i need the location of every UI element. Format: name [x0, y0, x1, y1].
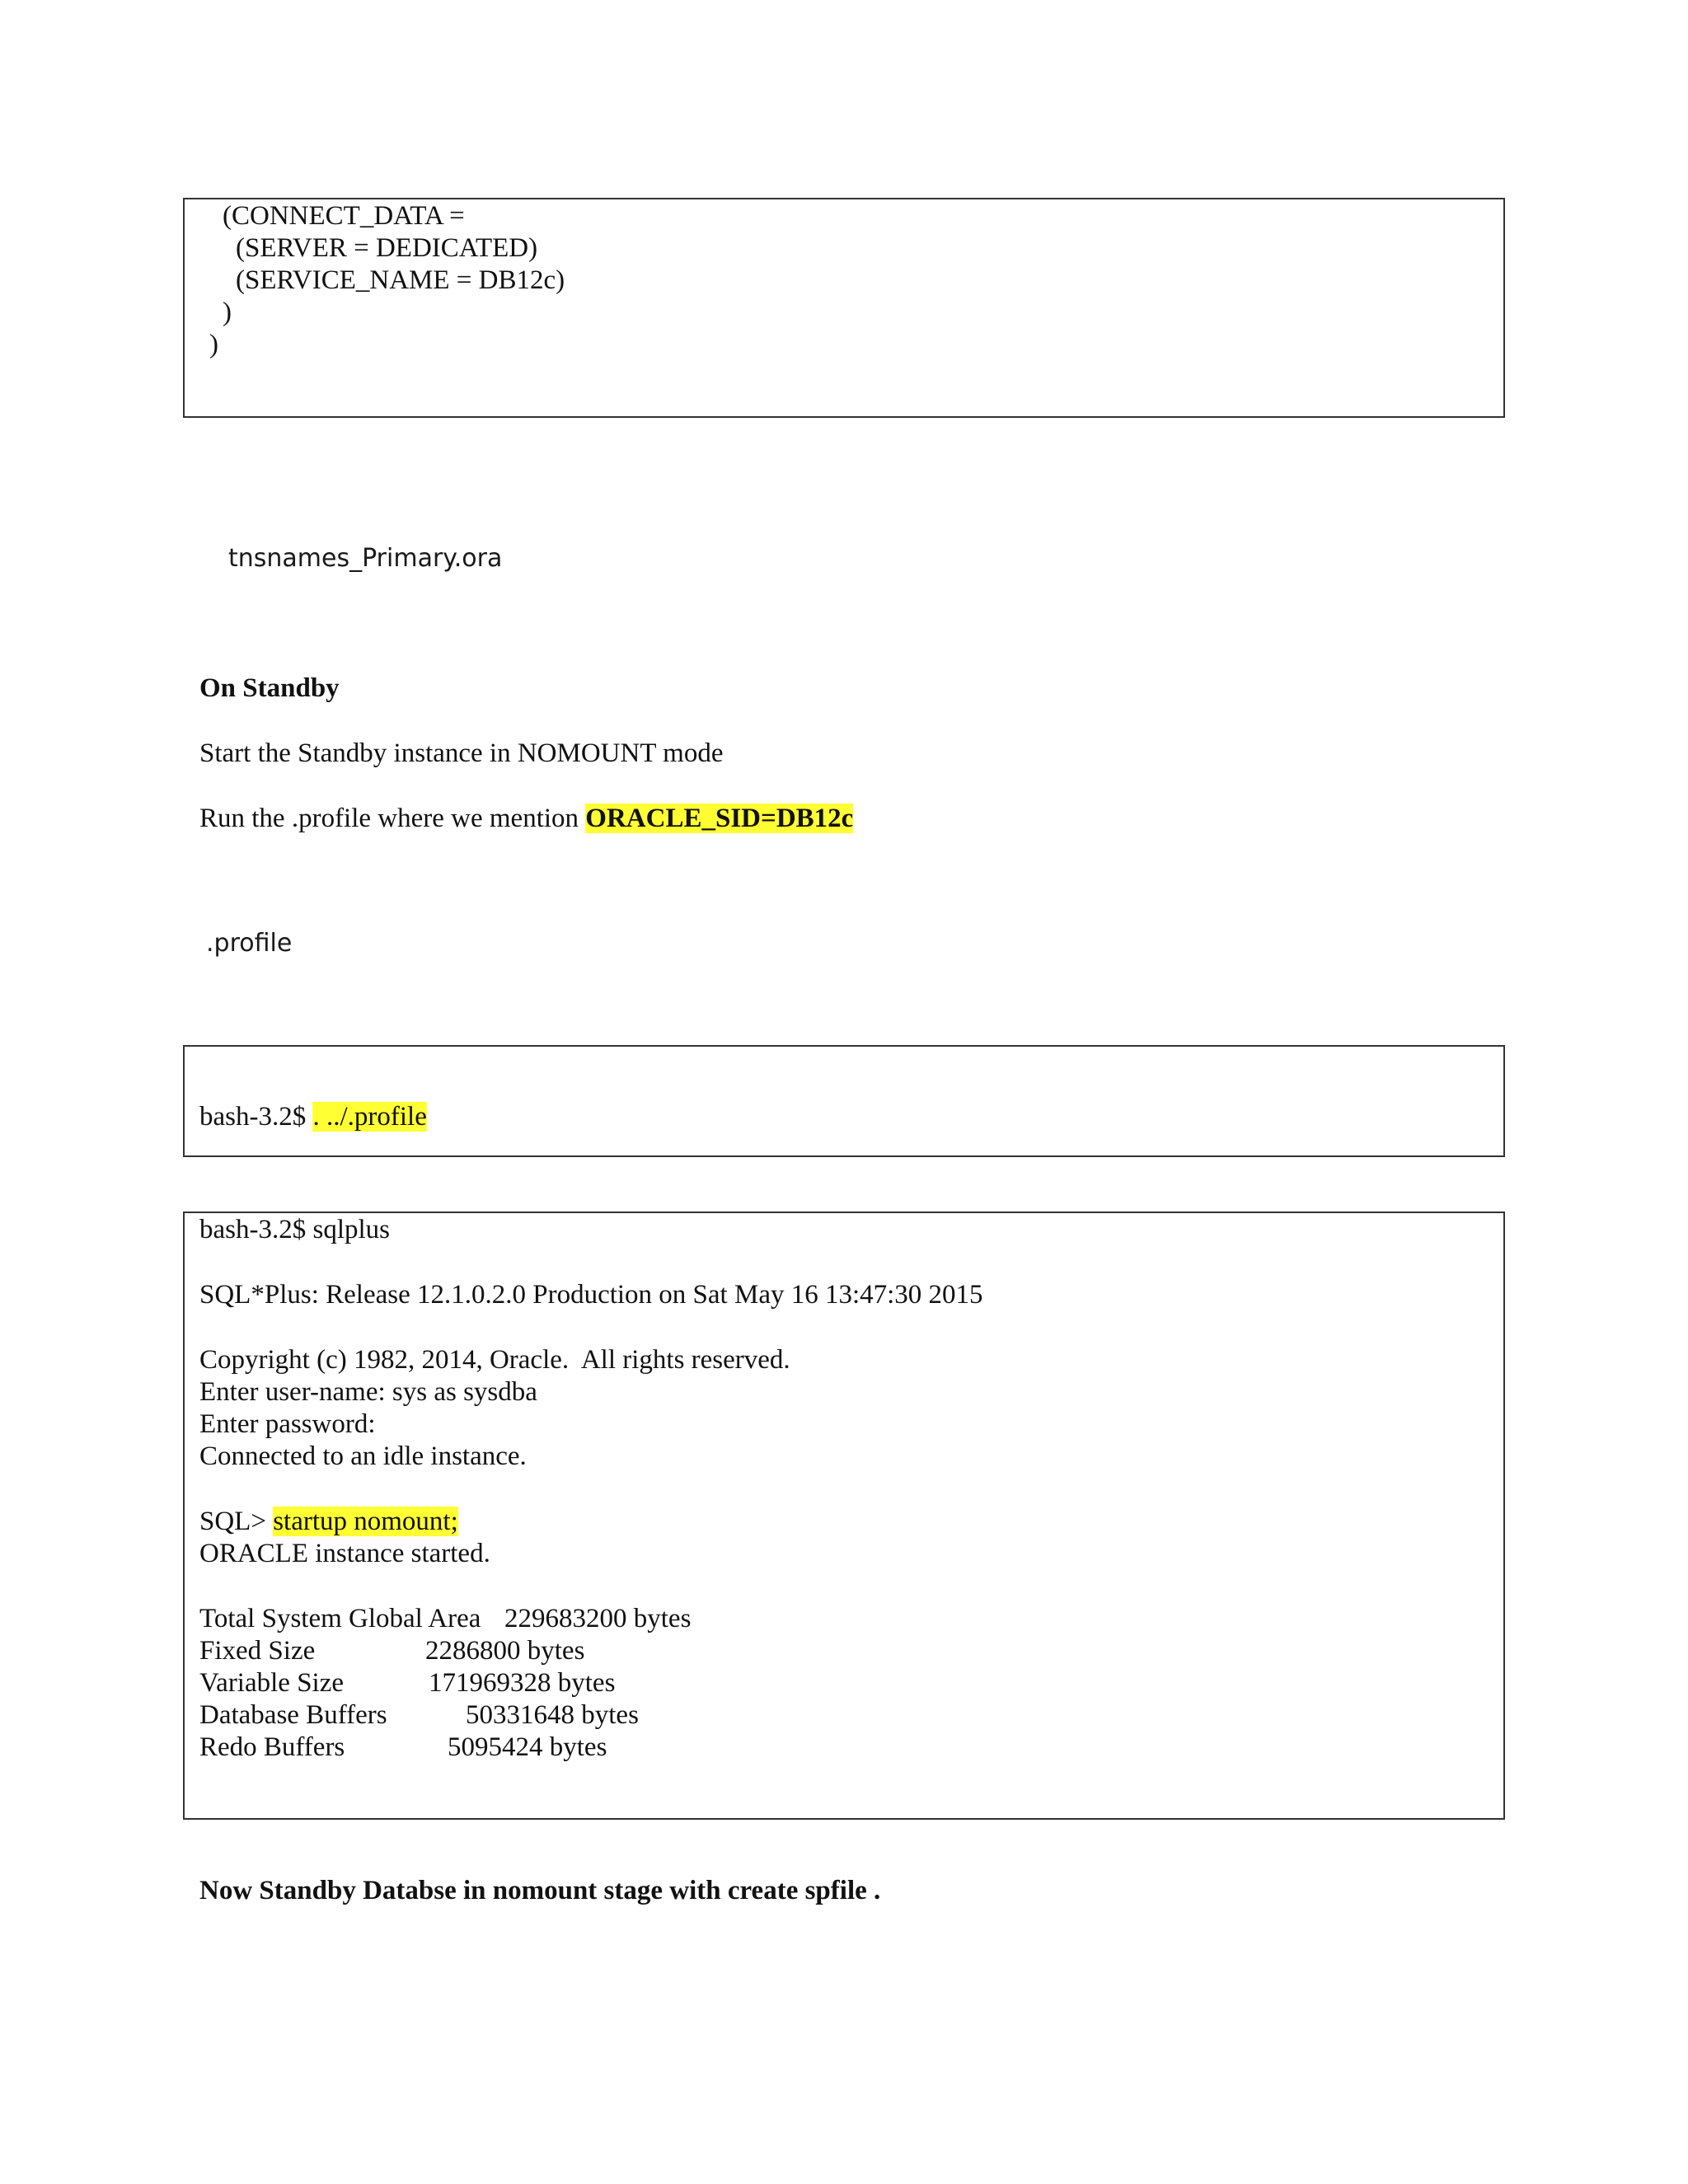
connected-line: Connected to an idle instance. [199, 1441, 527, 1471]
sga-label: Redo Buffers [199, 1732, 345, 1762]
close-paren-line: ) [223, 298, 232, 327]
connect-data-line: (CONNECT_DATA = [223, 201, 465, 231]
standby-heading: On Standby [199, 673, 340, 703]
sga-label: Total System Global Area [199, 1604, 481, 1633]
sga-value: 5095424 bytes [448, 1732, 607, 1762]
sga-value: 50331648 bytes [466, 1700, 639, 1730]
sql-startup-line [199, 1506, 458, 1538]
start-instruction: Start the Standby instance in NOMOUNT mode [199, 738, 724, 768]
sga-value: 229683200 bytes [504, 1604, 692, 1633]
oracle-sid-highlight: ORACLE_SID=DB12c [585, 804, 854, 833]
username-line: Enter user-name: sys as sysdba [199, 1377, 537, 1407]
sga-label: Database Buffers [199, 1700, 387, 1730]
profile-command-line [199, 1101, 427, 1133]
profile-command-highlight: . ../.profile [312, 1102, 427, 1132]
sqlplus-release: SQL*Plus: Release 12.1.0.2.0 Production on Sat May 16 13:47:30 2015 [199, 1280, 983, 1310]
close-paren-line: ) [209, 330, 218, 359]
password-line: Enter password: [199, 1409, 376, 1439]
sga-label: Fixed Size [199, 1636, 316, 1666]
sql-prompt: SQL> [199, 1507, 274, 1536]
tnsnames-caption: tnsnames_Primary.ora [228, 544, 503, 573]
sga-value: 2286800 bytes [425, 1636, 585, 1666]
bash-prompt: bash-3.2$ [199, 1102, 313, 1132]
final-note: Now Standby Databse in nomount stage with create spfile . [199, 1876, 881, 1905]
run-profile-prefix: Run the .profile where we mention [199, 804, 586, 833]
sga-label: Variable Size [199, 1668, 345, 1698]
service-name-line: (SERVICE_NAME = DB12c) [236, 265, 565, 295]
run-profile-line [199, 802, 853, 835]
sga-value: 171969328 bytes [429, 1668, 616, 1698]
startup-nomount-highlight: startup nomount; [273, 1507, 458, 1536]
profile-caption: .profile [206, 929, 293, 958]
sqlplus-command: bash-3.2$ sqlplus [199, 1215, 390, 1244]
copyright-line: Copyright (c) 1982, 2014, Oracle. All rights reserved. [199, 1345, 790, 1375]
instance-started-line: ORACLE instance started. [199, 1539, 490, 1568]
server-line: (SERVER = DEDICATED) [236, 233, 538, 263]
